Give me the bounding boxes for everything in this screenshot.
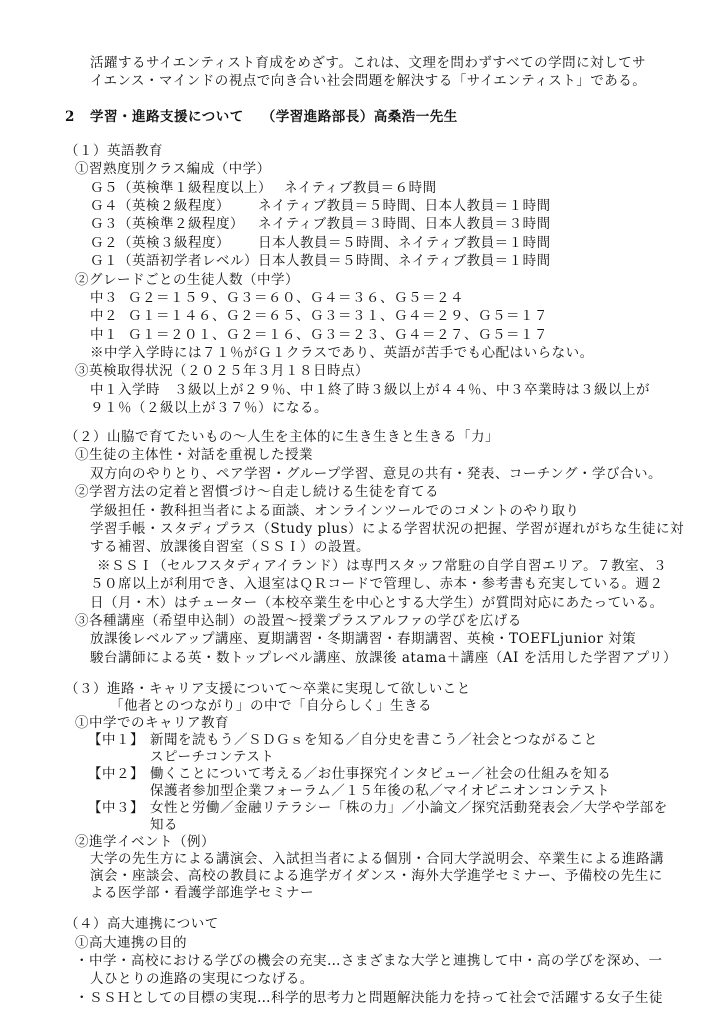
body-line: ９１％（２級以上が３７％）になる。 bbox=[90, 400, 328, 417]
grade-counts: Ｇ２＝１５９、Ｇ３＝６０、Ｇ４＝３６、Ｇ５＝２４ bbox=[128, 289, 464, 306]
grade-career-row bbox=[0, 732, 724, 749]
note-line: ５０席以上が利用でき、入退室はＱＲコードで管理し、赤本・参考書も充実している。週２ bbox=[90, 576, 664, 593]
document-body bbox=[0, 54, 724, 1007]
class-row bbox=[0, 252, 724, 270]
grade-topics: 女性と労働／金融リテラシー「株の力」／小論文／探究活動発表会／大学や学部を bbox=[150, 800, 668, 817]
subsection-title: （１）英語教育 bbox=[65, 142, 163, 159]
class-hours: 日本人教員＝５時間、ネイティブ教員＝１時間 bbox=[258, 234, 551, 251]
grade-topics-continued: スピーチコンテスト bbox=[150, 749, 275, 766]
item-label: ③各種講座（希望申込制）の設置～授業プラスアルファの学びを広げる bbox=[75, 612, 522, 629]
body-line: 演会・座談会、高校の教員による進学ガイダンス・海外大学進学セミナー、予備校の先生に bbox=[90, 868, 663, 885]
bullet-line: ・中学・高校における学びの機会の充実…さまざまな大学と連携して中・高の学びを深め、一 bbox=[75, 953, 663, 970]
subsection-title: （３）進路・キャリア支援について～卒業に実現して欲しいこと bbox=[65, 681, 471, 698]
grade-tag: 【中３】 bbox=[88, 800, 144, 817]
class-level: Ｇ２（英検３級程度） bbox=[90, 234, 230, 251]
class-hours: 日本人教員＝５時間、ネイティブ教員＝１時間 bbox=[258, 253, 551, 270]
body-line: 学習手帳・スタディプラス（Study plus）による学習状況の把握、学習が遅れがちな生徒に対 bbox=[90, 520, 685, 537]
class-level: Ｇ３（英検準２級程度） bbox=[90, 216, 244, 233]
grade-counts: Ｇ１＝１４６、Ｇ２＝６５、Ｇ３＝３１、Ｇ４＝２９、Ｇ５＝１７ bbox=[128, 308, 548, 325]
item-label: ②進学イベント（例） bbox=[75, 834, 215, 851]
subsection-title: （４）高大連携について bbox=[65, 916, 219, 933]
item-label: ③英検取得状況（２０２５年３月１８日時点） bbox=[75, 363, 369, 380]
grade-counts: Ｇ１＝２０１、Ｇ２＝１６、Ｇ３＝２３、Ｇ４＝２７、Ｇ５＝１７ bbox=[128, 326, 548, 343]
body-line: 放課後レベルアップ講座、夏期講習・冬期講習・春期講習、英検・TOEFLjunior 対策 bbox=[90, 631, 637, 648]
class-row bbox=[0, 179, 724, 197]
grade-topics: 働くことについて考える／お仕事探究インタビュー／社会の仕組みを知る bbox=[150, 766, 612, 783]
class-hours: ネイティブ教員＝６時間 bbox=[284, 179, 437, 196]
note-line: 日（月・木）はチューター（本校卒業生を中心とする大学生）が質問対応にあたっている。 bbox=[90, 594, 664, 611]
class-level: Ｇ５（英検準１級程度以上） bbox=[90, 179, 272, 196]
school-year: 中３ bbox=[90, 289, 118, 306]
section-speaker: （学習進路部長）高桑浩一先生 bbox=[261, 108, 458, 125]
body-line: 大学の先生方による講演会、入試担当者による個別・合同大学説明会、卒業生による進路講 bbox=[90, 851, 664, 868]
body-line: 学級担任・教科担当者による面談、オンラインツールでのコメントのやり取り bbox=[90, 502, 580, 519]
student-count-row bbox=[0, 289, 724, 307]
class-row bbox=[0, 197, 724, 215]
intro-line: イエンス・マインドの視点で向き合い社会問題を解決する「サイエンティスト」である。 bbox=[90, 73, 647, 90]
career-section bbox=[0, 681, 724, 902]
item-label: ①習熟度別クラス編成（中学） bbox=[75, 161, 271, 178]
grade-topics: 新聞を読もう／ＳＤＧｓを知る／自分史を書こう／社会とつながること bbox=[150, 732, 598, 749]
class-hours: ネイティブ教員＝３時間、日本人教員＝３時間 bbox=[258, 216, 551, 233]
grade-career-row bbox=[0, 766, 724, 783]
body-line: 駿台講師による英・数トップレベル講座、放課後 atama＋講座（AI を活用した学習アプリ） bbox=[90, 649, 678, 666]
grade-topics-continued: 保護者参加型企業フォーラム／１５年後の私／マイオピニオンコンテスト bbox=[150, 783, 610, 800]
item-label: ②グレードごとの生徒人数（中学） bbox=[75, 271, 299, 288]
yamawaki-section bbox=[0, 428, 724, 667]
note-line: ※中学入学時には７１％がＧ１クラスであり、英語が苦手でも心配はいらない。 bbox=[90, 345, 594, 362]
bullet-line: ・ＳＳＨとしての目標の実現…科学的思考力と問題解決能力を持って社会で活躍する女子生徒 bbox=[75, 989, 663, 1006]
note-line: ※ＳＳＩ（セルフスタディアイランド）は専門スタッフ常駐の自学自習エリア。７教室、３ bbox=[97, 557, 668, 574]
grade-tag: 【中２】 bbox=[88, 766, 144, 783]
grade-career-row bbox=[0, 800, 724, 817]
class-row bbox=[0, 215, 724, 233]
body-line: よる医学部・看護学部進学セミナー bbox=[90, 885, 314, 902]
item-label: ①高大連携の目的 bbox=[75, 934, 187, 951]
subsection-title: （２）山脇で育てたいもの～人生を主体的に生き生きと生きる「力」 bbox=[65, 429, 499, 446]
section-number: 2 bbox=[65, 108, 75, 125]
bullet-line-continued: 人ひとりの進路の実現につなげる。 bbox=[90, 971, 314, 988]
item-label: ①生徒の主体性・対話を重視した授業 bbox=[75, 447, 313, 464]
university-section bbox=[0, 915, 724, 1007]
english-education-section bbox=[0, 142, 724, 418]
section-title: 学習・進路支援について bbox=[90, 108, 244, 125]
body-line: する補習、放課後自習室（ＳＳＩ）の設置。 bbox=[90, 539, 370, 556]
class-row bbox=[0, 234, 724, 252]
subsection-subtitle: 「他者とのつながり」の中で「自分らしく」生きる bbox=[110, 698, 432, 715]
school-year: 中１ bbox=[90, 326, 118, 343]
body-line: 双方向のやりとり、ペア学習・グループ学習、意見の共有・発表、コーチング・学び合い。 bbox=[90, 465, 662, 482]
grade-tag: 【中１】 bbox=[88, 732, 144, 749]
section-heading bbox=[0, 108, 724, 126]
item-label: ②学習方法の定着と習慣づけ～自走し続ける生徒を育てる bbox=[75, 484, 439, 501]
grade-topics-continued: 知る bbox=[150, 817, 178, 834]
intro-line: 活躍するサイエンティスト育成をめざす。これは、文理を問わずすべての学問に対してサ bbox=[90, 55, 647, 71]
student-count-row bbox=[0, 307, 724, 325]
class-level: Ｇ４（英検２級程度） bbox=[90, 197, 230, 214]
class-hours: ネイティブ教員＝５時間、日本人教員＝１時間 bbox=[258, 197, 551, 214]
item-label: ①中学でのキャリア教育 bbox=[75, 715, 229, 732]
body-line: 中１入学時 ３級以上が２９％、中１終了時３級以上が４４％、中３卒業時は３級以上が bbox=[90, 381, 650, 398]
class-level: Ｇ１（英語初学者レベル） bbox=[90, 253, 258, 270]
school-year: 中２ bbox=[90, 308, 118, 325]
student-count-row bbox=[0, 326, 724, 344]
